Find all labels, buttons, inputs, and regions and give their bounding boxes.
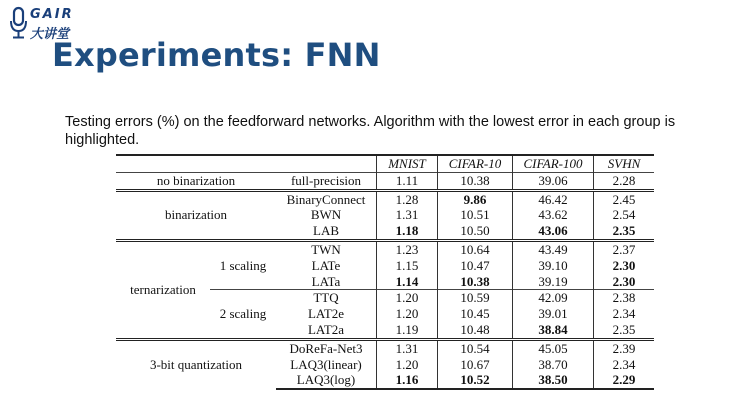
method-cell: DoReFa-Net3 xyxy=(276,339,377,356)
value-cell: 1.20 xyxy=(377,306,438,322)
subgroup-label-2-scaling: 2 scaling xyxy=(210,290,276,339)
value-cell: 43.62 xyxy=(513,207,594,223)
value-cell: 1.20 xyxy=(377,290,438,306)
logo-brand-text: GAIR xyxy=(30,7,74,22)
value-cell: 1.11 xyxy=(377,172,438,190)
value-cell: 38.70 xyxy=(513,357,594,373)
value-cell-highlighted: 1.18 xyxy=(377,223,438,240)
method-cell: BinaryConnect xyxy=(276,190,377,207)
value-cell: 1.31 xyxy=(377,207,438,223)
method-cell: TTQ xyxy=(276,290,377,306)
table-row xyxy=(116,172,654,190)
group-label-binarization: binarization xyxy=(116,190,276,240)
header-blank xyxy=(116,155,210,172)
table-row xyxy=(116,190,654,207)
value-cell: 10.50 xyxy=(438,223,513,240)
value-cell: 10.51 xyxy=(438,207,513,223)
value-cell: 10.47 xyxy=(438,258,513,274)
table-header-row xyxy=(116,155,654,172)
group-label-no-binarization: no binarization xyxy=(116,172,276,190)
value-cell: 1.23 xyxy=(377,240,438,257)
table-row xyxy=(116,240,654,257)
value-cell: 39.01 xyxy=(513,306,594,322)
column-header-cifar100: CIFAR-100 xyxy=(513,155,594,172)
value-cell-highlighted: 2.35 xyxy=(594,223,655,240)
value-cell: 1.20 xyxy=(377,357,438,373)
header-blank xyxy=(276,155,377,172)
header-blank xyxy=(210,155,276,172)
value-cell: 1.15 xyxy=(377,258,438,274)
value-cell-highlighted: 2.29 xyxy=(594,372,655,389)
value-cell: 2.39 xyxy=(594,339,655,356)
value-cell: 2.45 xyxy=(594,190,655,207)
value-cell-highlighted: 43.06 xyxy=(513,223,594,240)
value-cell: 1.19 xyxy=(377,322,438,339)
value-cell-highlighted: 10.38 xyxy=(438,274,513,290)
value-cell-highlighted: 10.52 xyxy=(438,372,513,389)
method-cell: LAQ3(log) xyxy=(276,372,377,389)
value-cell: 2.34 xyxy=(594,306,655,322)
value-cell-highlighted: 2.30 xyxy=(594,274,655,290)
method-cell: BWN xyxy=(310,207,342,223)
value-cell: 39.19 xyxy=(513,274,594,290)
column-header-svhn: SVHN xyxy=(594,155,655,172)
group-label-ternarization: ternarization xyxy=(116,240,210,339)
value-cell: 39.10 xyxy=(513,258,594,274)
value-cell: 2.37 xyxy=(594,240,655,257)
value-cell: 45.05 xyxy=(513,339,594,356)
value-cell-highlighted: 1.14 xyxy=(377,274,438,290)
value-cell: 10.67 xyxy=(438,357,513,373)
value-cell: 10.48 xyxy=(438,322,513,339)
method-cell: LAB xyxy=(313,223,339,239)
subgroup-label-1-scaling: 1 scaling xyxy=(210,240,276,289)
microphone-logo-icon xyxy=(8,6,30,40)
value-cell-highlighted: 9.86 xyxy=(438,190,513,207)
method-cell: TWN xyxy=(276,240,377,257)
method-cell: LAQ3(linear) xyxy=(290,356,362,372)
value-cell: 2.34 xyxy=(594,357,655,373)
value-cell: 10.38 xyxy=(438,172,513,190)
value-cell-highlighted: 2.30 xyxy=(594,258,655,274)
group-label-3-bit-quantization: 3-bit quantization xyxy=(116,339,276,389)
column-header-cifar10: CIFAR-10 xyxy=(438,155,513,172)
method-cell: full-precision xyxy=(276,172,377,190)
value-cell: 2.54 xyxy=(594,207,655,223)
method-cell: LAT2a xyxy=(307,321,345,337)
results-table xyxy=(116,154,654,390)
value-cell: 10.45 xyxy=(438,306,513,322)
value-cell: 10.54 xyxy=(438,339,513,356)
value-cell: 2.35 xyxy=(594,322,655,339)
value-cell-highlighted: 38.84 xyxy=(513,322,594,339)
column-header-mnist: MNIST xyxy=(377,155,438,172)
value-cell: 10.59 xyxy=(438,290,513,306)
value-cell: 1.31 xyxy=(377,339,438,356)
value-cell: 2.38 xyxy=(594,290,655,306)
value-cell: 39.06 xyxy=(513,172,594,190)
table-caption: Testing errors (%) on the feedforward networks. Algorithm with the lowest error in each group is highlighted. xyxy=(65,114,676,148)
method-cell: LATa xyxy=(311,273,341,289)
value-cell: 46.42 xyxy=(513,190,594,207)
value-cell-highlighted: 38.50 xyxy=(513,372,594,389)
value-cell: 10.64 xyxy=(438,240,513,257)
value-cell: 43.49 xyxy=(513,240,594,257)
slide-title: Experiments: FNN xyxy=(52,36,381,74)
value-cell: 42.09 xyxy=(513,290,594,306)
logo-subtitle-text: 大讲堂 xyxy=(30,27,70,42)
value-cell: 1.28 xyxy=(377,190,438,207)
value-cell: 2.28 xyxy=(594,172,655,190)
method-cell: LAT2e xyxy=(307,306,345,322)
method-cell: LATe xyxy=(311,257,341,273)
table-row xyxy=(116,339,654,356)
value-cell-highlighted: 1.16 xyxy=(377,372,438,389)
